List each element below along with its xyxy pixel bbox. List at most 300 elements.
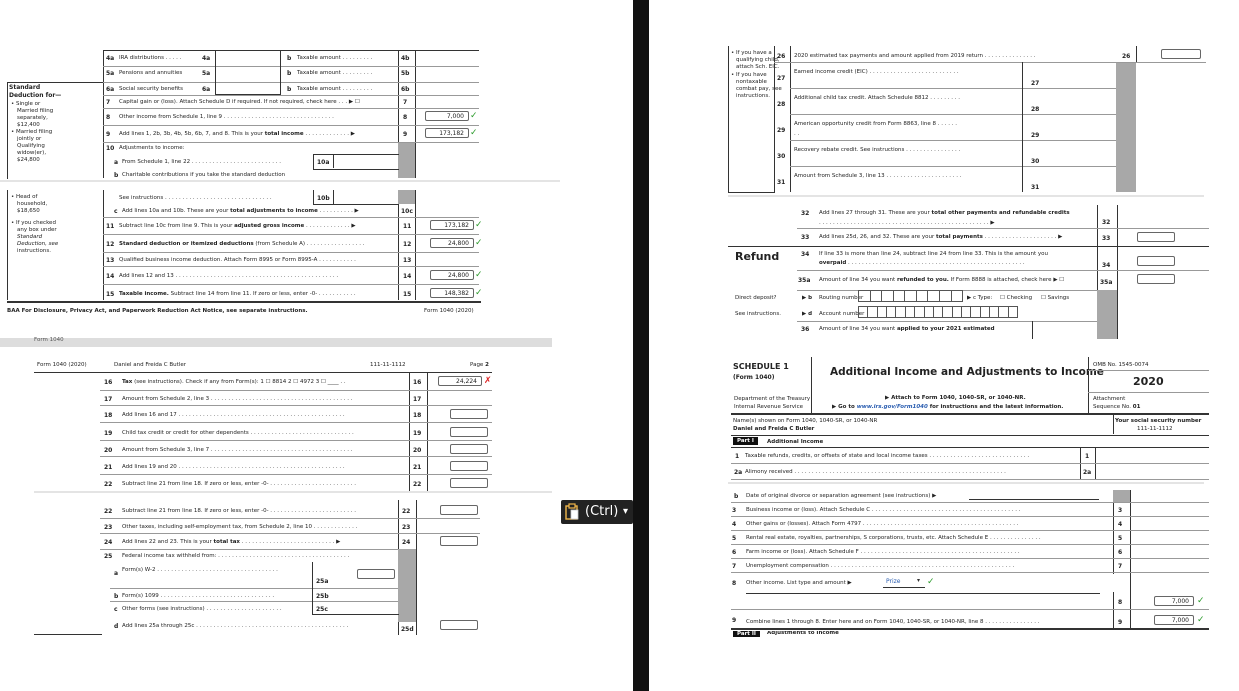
line-box-number: 15 <box>403 291 412 298</box>
sidebar-text: instructions. <box>736 93 770 99</box>
line-text: Add lines 25a through 25c . . . . . . . . . . . . . . . . . . . . . . . . . . . . . . . . . . . . . . . . . . . . <box>122 623 349 629</box>
page-number: 2 <box>485 362 489 368</box>
sub-number: 27 <box>1031 80 1040 87</box>
line-text: Add lines 10a and 10b. These are your <box>122 208 229 214</box>
line-number: 34 <box>801 251 810 258</box>
goto-text: ▶ Go to <box>832 404 855 410</box>
line-number: 25 <box>104 553 113 560</box>
sub-number: 25c <box>316 606 328 613</box>
taxpayer-ssn: 111-11-1112 <box>370 362 406 368</box>
line-text-bold: Tax <box>122 379 133 385</box>
shaded-column <box>1097 290 1117 339</box>
line-text: Add lines 19 and 20 . . . . . . . . . . . . . . . . . . . . . . . . . . . . . . . . . . . . . . . . . . . . . . . . <box>122 464 345 470</box>
line-text: Add lines 25d, 26, and 32. These are your <box>819 234 935 240</box>
chevron-down-icon: ▾ <box>623 506 629 517</box>
line-number: 20 <box>104 447 113 454</box>
shaded-column <box>1116 62 1136 192</box>
error-x-icon: ✗ <box>484 376 492 386</box>
sub-number: 10b <box>317 195 330 202</box>
line-letter: c <box>114 606 118 613</box>
line-text-bold: total other payments and refundable credits <box>931 210 1070 216</box>
line-box-number: 9 <box>403 131 408 138</box>
sidebar-text: • If you have a <box>731 50 772 56</box>
line-number: 36 <box>801 326 810 333</box>
line-text: 2020 estimated tax payments and amount applied from 2019 return . . . . . . . . . . . . . . . <box>794 53 1036 59</box>
line-25a-amount[interactable] <box>357 569 395 579</box>
attach-instruction: ▶ Attach to Form 1040, 1040-SR, or 1040-NR. <box>885 395 1026 401</box>
line-number: b <box>734 493 739 500</box>
std-item: • Single or <box>11 101 41 107</box>
line-text: Farm income or (loss). Attach Schedule F . . . . . . . . . . . . . . . . . . . . . . . . . . . . . . . . . . . . . . . . . . . . . . <box>746 549 1020 555</box>
shaded-column <box>398 143 415 178</box>
line-box-number: 13 <box>403 257 412 264</box>
line-text: Subtract line 14 from line 11. If zero or less, enter -0- . . . . . . . . . . . <box>170 291 356 297</box>
line-8-amount[interactable]: 7,000 <box>425 111 469 121</box>
line-number: 7 <box>106 99 111 106</box>
sidebar-text: • If you checked <box>11 220 56 226</box>
line-letter: b <box>114 172 119 179</box>
sidebar-text: household, <box>17 201 48 207</box>
line-text-bold: overpaid <box>819 260 847 266</box>
line-text: . . . . . . . . . . . . . . . . . . . . . ▶ <box>984 234 1063 240</box>
line-box-number: 17 <box>413 396 422 403</box>
sub-number: 28 <box>1031 106 1040 113</box>
department-label: Internal Revenue Service <box>734 404 803 410</box>
line-box-number: 6 <box>1118 549 1123 556</box>
line-box-number: 26 <box>1122 53 1131 60</box>
line-text: Date of original divorce or separation agreement (see instructions) ▶ <box>746 493 937 499</box>
line-text: . . . . . . . . . . . . . ▶ <box>305 223 356 229</box>
taxpayer-ssn: 111-11-1112 <box>1137 426 1173 432</box>
checking-checkbox[interactable]: ☐ Checking <box>1000 295 1033 301</box>
line-26-amount[interactable] <box>1161 49 1201 59</box>
line-text: Other income. List type and amount ▶ <box>746 580 852 586</box>
line-box-number: 8 <box>1118 599 1123 606</box>
line-number: 18 <box>104 412 113 419</box>
line-text: Earned income credit (EIC) . . . . . . . . . . . . . . . . . . . . . . . . . . <box>794 69 959 75</box>
line-text-bold: total tax <box>213 539 240 545</box>
line-box-number: 12 <box>403 241 412 248</box>
sidebar-text: $18,650 <box>17 208 40 214</box>
paste-label: (Ctrl) <box>585 504 619 519</box>
line-letter: b <box>114 593 119 600</box>
line-box-number: 8 <box>403 114 408 121</box>
sidebar-text: combat pay, see <box>736 86 782 92</box>
line-number: 13 <box>106 257 115 264</box>
schedule-form: (Form 1040) <box>733 374 775 381</box>
check-icon: ✓ <box>470 128 478 138</box>
sub-number: 29 <box>1031 132 1040 139</box>
line-text-bold: refunded to you. <box>896 277 949 283</box>
sub-number: 25a <box>316 578 329 585</box>
line-box-number: 5 <box>1118 535 1123 542</box>
sidebar-text: • Head of <box>11 194 38 200</box>
line-text: Charitable contributions if you take the standard deduction <box>122 172 286 178</box>
check-icon: ✓ <box>927 577 935 587</box>
line-text: Amount from Schedule 2, line 3 . . . . . . . . . . . . . . . . . . . . . . . . . . . . . . . . . . . . . . . . . <box>122 396 353 402</box>
routing-number-field[interactable] <box>858 290 963 302</box>
line-box-number: 7 <box>403 99 408 106</box>
line-text: If line 33 is more than line 24, subtract line 24 from line 33. This is the amount you <box>819 251 1048 257</box>
std-item: Married filing <box>17 108 54 114</box>
line-text: IRA distributions . . . . . <box>119 55 182 61</box>
line-34-amount[interactable] <box>1137 256 1175 266</box>
line-letter: ▶ d <box>802 311 813 317</box>
shaded-column <box>1113 490 1130 502</box>
sidebar-text: • If you have <box>731 72 767 78</box>
ssn-label: Your social security number <box>1115 418 1202 424</box>
clipboard-icon <box>565 503 579 520</box>
select-value: Prize <box>886 578 901 585</box>
line-number: 31 <box>777 179 786 186</box>
line-box-number: 23 <box>402 524 411 531</box>
std-item: $24,800 <box>17 157 40 163</box>
line-number: 9 <box>732 617 737 624</box>
line-number: 5 <box>732 535 737 542</box>
sidebar-text: attach Sch. EIC. <box>736 64 780 70</box>
line-text-bold: total payments <box>936 234 983 240</box>
line-text: Capital gain or (loss). Attach Schedule D if required. If not required, check here . . . ▶ ☐ <box>119 99 360 105</box>
line-text: (from Schedule A) . . . . . . . . . . . . . . . . . <box>255 241 365 247</box>
line-text: Additional child tax credit. Attach Schedule 8812 . . . . . . . . . <box>794 95 961 101</box>
line-box-number: 4b <box>401 55 410 62</box>
line-number: 26 <box>777 53 786 60</box>
chevron-down-icon: ▾ <box>917 577 921 584</box>
line-text-bold: Taxable income. <box>119 291 169 297</box>
tax-year: 2020 <box>1133 375 1164 388</box>
pensions-field[interactable] <box>215 66 281 82</box>
sub-number: 25b <box>316 593 329 600</box>
line-letter: b <box>287 86 292 93</box>
line-text: Taxable amount . . . . . . . . . <box>297 55 373 61</box>
line-box-number: 22 <box>413 481 422 488</box>
refund-title: Refund <box>735 250 780 263</box>
line-text: Alimony received . . . . . . . . . . . . . . . . . . . . . . . . . . . . . . . . . . . . . . . . . . . . . . . . . . . . . . . . . . . . . <box>745 469 1006 475</box>
line-text: Recovery rebate credit. See instructions . . . . . . . . . . . . . . . . <box>794 147 961 153</box>
account-number-field[interactable] <box>858 306 1018 318</box>
part-label: Part I <box>733 437 758 445</box>
line-19-amount[interactable] <box>450 427 488 437</box>
line-number: 8 <box>106 114 111 121</box>
account-type-label: ▶ c Type: <box>967 295 993 301</box>
line-letter: a <box>114 159 119 166</box>
std-item: separately, <box>17 115 48 121</box>
line-box-number: 11 <box>403 223 412 230</box>
std-title-1: Standard <box>9 84 41 91</box>
footer-form: Form 1040 (2020) <box>424 308 474 314</box>
line-9-amount[interactable]: 173,182 <box>425 128 469 138</box>
line-text: Social security benefits <box>119 86 183 92</box>
line-letter: d <box>114 623 119 630</box>
std-item: widow(er), <box>17 150 47 156</box>
line-22b-amount[interactable] <box>440 505 478 515</box>
line-text: . . . . . . . . . . . . . ▶ <box>305 131 355 137</box>
line-text: Taxable amount . . . . . . . . . <box>297 86 373 92</box>
line-number: 5a <box>106 70 115 77</box>
line-box-number: 14 <box>403 273 412 280</box>
sub-number: 5a <box>202 70 211 77</box>
line-box-number: 3 <box>1118 507 1123 514</box>
line-text: Rental real estate, royalties, partnerships, S corporations, trusts, etc. Attach Schedule E . . . . . . . . . . . . . . . <box>746 535 1041 541</box>
line-box-number: 5b <box>401 70 410 77</box>
form-checkboxes[interactable]: 1 ☐ 8814 2 ☐ 4972 3 ☐ ____ . . <box>260 379 346 385</box>
schedule-title: SCHEDULE 1 <box>733 362 789 371</box>
line-text: Adjustments to income: <box>119 145 185 151</box>
line-text: Other forms (see instructions) . . . . . . . . . . . . . . . . . . . . . . <box>122 606 282 612</box>
line-box-number: 34 <box>1102 262 1111 269</box>
line-box-number: 32 <box>1102 219 1111 226</box>
line-letter: a <box>114 570 119 577</box>
line-text: Amount of line 34 you want <box>819 277 896 283</box>
line-text: Add lines 12 and 13 . . . . . . . . . . . . . . . . . . . . . . . . . . . . . . . . . . . . . . . . . . . . . . . <box>119 273 339 279</box>
savings-checkbox[interactable]: ☐ Savings <box>1041 295 1070 301</box>
line-text: Business income or (loss). Attach Schedule C . . . . . . . . . . . . . . . . . . . . . . . . . . . . . . . . . . . . . . . . . . . <box>746 507 1021 513</box>
sidebar-text: qualifying child, <box>736 57 780 63</box>
department-label: Department of the Treasury <box>734 396 811 402</box>
line-text: Subtract line 10c from line 9. This is your <box>119 223 233 229</box>
line-number: 8 <box>732 580 737 587</box>
line-number: 22 <box>104 508 113 515</box>
sidebar-text: instructions. <box>17 248 51 254</box>
check-icon: ✓ <box>475 270 483 280</box>
line-text: Other gains or (losses). Attach Form 4797 . . . . . . . . . . . . . . . . . . . . . . . . . . . . . . . . . . . . . . . . . . . . . <box>746 521 1019 527</box>
line-letter: c <box>114 208 118 215</box>
line-text: Federal income tax withheld from: . . . . . . . . . . . . . . . . . . . . . . . . . . . . . . . . . . . . . . <box>122 553 350 559</box>
line-number: 17 <box>104 396 113 403</box>
line-text-bold: total adjustments to income <box>230 208 318 214</box>
line-letter: b <box>287 70 292 77</box>
line-box-number: 19 <box>413 430 422 437</box>
line-text: . . <box>794 131 800 137</box>
line-text: Child tax credit or credit for other dependents . . . . . . . . . . . . . . . . . . . . . . . . . . . . . . <box>122 430 354 436</box>
sequence-number: 01 <box>1132 404 1141 410</box>
schedule1-line-9-amount[interactable]: 7,000 <box>1154 615 1194 625</box>
line-number: 2a <box>734 469 743 476</box>
line-box-number: 1 <box>1085 453 1090 460</box>
line-text: American opportunity credit from Form 8863, line 8 . . . . . . <box>794 121 957 127</box>
line-number: 33 <box>801 234 810 241</box>
line-number: 6 <box>732 549 737 556</box>
line-number: 29 <box>777 127 786 134</box>
line-box-number: 22 <box>402 508 411 515</box>
line-number: 4a <box>106 55 115 62</box>
line-box-number: 18 <box>413 412 422 419</box>
line-number: 23 <box>104 524 113 531</box>
line-number: 21 <box>104 464 113 471</box>
line-text: Combine lines 1 through 8. Enter here and on Form 1040, 1040-SR, or 1040-NR, line 8 . . . . . . . . . . . . . . . . <box>746 619 1040 625</box>
line-35a-amount[interactable] <box>1137 274 1175 284</box>
shaded-column <box>398 549 416 622</box>
sequence-label: Sequence No. <box>1093 404 1132 410</box>
line-text: Add lines 16 and 17 . . . . . . . . . . . . . . . . . . . . . . . . . . . . . . . . . . . . . . . . . . . . . . . . <box>122 412 345 418</box>
line-text: Subtract line 21 from line 18. If zero or less, enter -0- . . . . . . . . . . . . . . . . . . . . . . . . . <box>122 481 356 487</box>
line-number: 7 <box>732 563 737 570</box>
line-box-number: 33 <box>1102 235 1111 242</box>
line-number: 12 <box>106 241 115 248</box>
social-security-field[interactable] <box>215 82 281 95</box>
part-title: Additional Income <box>767 439 824 445</box>
line-text: Add lines 1, 2b, 3b, 4b, 5b, 6b, 7, and 8. This is your <box>119 131 263 137</box>
taxpayer-names: Daniel and Freida C Butler <box>733 426 815 432</box>
form-label: Form 1040 (2020) <box>37 362 87 368</box>
paste-options-button[interactable] <box>561 500 633 524</box>
schedule1-line-8-amount[interactable]: 7,000 <box>1154 596 1194 606</box>
line-number: 19 <box>104 430 113 437</box>
line-text: Taxable amount . . . . . . . . . <box>297 70 373 76</box>
line-box-number: 6b <box>401 86 410 93</box>
line-text-bold: Standard deduction or itemized deductions <box>119 241 254 247</box>
line-25d-amount[interactable] <box>440 620 478 630</box>
line-text: Amount from Schedule 3, line 13 . . . . . . . . . . . . . . . . . . . . . . <box>794 173 962 179</box>
check-icon: ✓ <box>475 220 483 230</box>
line-box-number: 10c <box>401 208 413 215</box>
sidebar-text: Standard <box>17 234 43 240</box>
see-instructions-label: See instructions. <box>735 311 781 317</box>
line-text: Amount of line 34 you want <box>819 326 896 332</box>
check-icon: ✓ <box>475 238 483 248</box>
line-box-number: 7 <box>1118 563 1123 570</box>
line-number: 11 <box>106 223 115 230</box>
line-33-amount[interactable] <box>1137 232 1175 242</box>
line-text: Routing number <box>819 295 864 301</box>
line-text: (see instructions). Check if any from Form(s): <box>134 379 259 385</box>
line-text: See instructions . . . . . . . . . . . . . . . . . . . . . . . . . . . . . . . <box>119 195 272 201</box>
shaded-column <box>398 190 415 204</box>
shaded-column <box>1113 574 1130 592</box>
line-text: Taxable refunds, credits, or offsets of state and local income taxes . . . . . . . . . . . . . . . . . . . . . . . . . . . . . <box>745 453 1030 459</box>
line-18-amount[interactable] <box>450 409 488 419</box>
line-16-amount[interactable]: 24,224 <box>438 376 482 386</box>
omb-number: OMB No. 1545-0074 <box>1093 362 1149 368</box>
std-title-2: Deduction for— <box>9 92 62 99</box>
line-text: From Schedule 1, line 22 . . . . . . . . . . . . . . . . . . . . . . . . . . <box>122 159 281 165</box>
line-box-number: 25d <box>401 626 414 633</box>
attachment-label: Attachment <box>1093 396 1126 402</box>
line-number: 24 <box>104 539 113 546</box>
line-text: Add lines 27 through 31. These are your <box>819 210 930 216</box>
window-divider <box>633 0 649 691</box>
line-box-number: 24 <box>402 539 411 546</box>
goto-text: for instructions and the latest information. <box>929 404 1064 410</box>
line-text: Pensions and annuities <box>119 70 183 76</box>
line-text: Subtract line 21 from line 18. If zero or less, enter -0- . . . . . . . . . . . . . . . . . . . . . . . . . <box>122 508 356 514</box>
line-number: 3 <box>732 507 737 514</box>
line-number: 32 <box>801 210 810 217</box>
sub-number: 31 <box>1031 184 1040 191</box>
line-text: Unemployment compensation . . . . . . . . . . . . . . . . . . . . . . . . . . . . . . . . . . . . . . . . . . . . . . . . . . . . . <box>746 563 1015 569</box>
std-item: jointly or <box>17 136 42 142</box>
line-20-amount[interactable] <box>450 444 488 454</box>
line-14-amount[interactable]: 24,800 <box>430 270 474 280</box>
line-box-number: 9 <box>1118 619 1123 626</box>
line-number: 30 <box>777 153 786 160</box>
line-number: 4 <box>732 521 737 528</box>
std-item: • Married filing <box>11 129 53 135</box>
line-box-number: 35a <box>1100 279 1113 286</box>
line-text: . . . . . . . . . . . . . . . . . . . . . . . . . . . . . . . . . . . . . . . . . . . . . . . . . . . <box>848 260 1025 266</box>
line-number: 10 <box>106 145 115 152</box>
line-box-number: 16 <box>413 379 422 386</box>
sub-number: 6a <box>202 86 211 93</box>
line-number: 1 <box>735 453 740 460</box>
check-icon: ✓ <box>1197 596 1205 606</box>
line-21-amount[interactable] <box>450 461 488 471</box>
line-box-number: 20 <box>413 447 422 454</box>
line-text: . . . . . . . . . . ▶ <box>319 208 359 214</box>
line-text: Other income from Schedule 1, line 9 . . . . . . . . . . . . . . . . . . . . . . . . . . . . . . . . <box>119 114 334 120</box>
names-label: Name(s) shown on Form 1040, 1040-SR, or 1040-NR <box>733 418 878 424</box>
check-icon: ✓ <box>475 288 483 298</box>
line-number: 28 <box>777 101 786 108</box>
other-income-type-select[interactable] <box>883 578 925 588</box>
line-box-number: 21 <box>413 464 422 471</box>
line-box-number: 4 <box>1118 521 1123 528</box>
line-text: Form(s) 1099 . . . . . . . . . . . . . . . . . . . . . . . . . . . . . . . . . <box>122 593 275 599</box>
right-document-pane <box>649 0 1239 691</box>
std-item: Qualifying <box>17 143 45 149</box>
line-box-number: 2a <box>1083 469 1092 476</box>
std-item: $12,400 <box>17 122 40 128</box>
line-number: 22 <box>104 481 113 488</box>
line-text-bold: total income <box>264 131 304 137</box>
sub-number: 4a <box>202 55 211 62</box>
line-15-amount[interactable]: 148,382 <box>430 288 474 298</box>
line-text-bold: applied to your 2021 estimated <box>896 326 995 332</box>
sub-number: 10a <box>317 159 330 166</box>
sidebar-text: any box under <box>17 227 57 233</box>
check-icon: ✓ <box>1197 615 1205 625</box>
line-text: If Form 8888 is attached, check here ▶ ☐ <box>950 277 1065 283</box>
line-22-amount[interactable] <box>450 478 488 488</box>
line-text: Qualified business income deduction. Attach Form 8995 or Form 8995-A . . . . . . . . . . . <box>119 257 356 263</box>
line-number: 14 <box>106 273 115 280</box>
line-12-amount[interactable]: 24,800 <box>430 238 474 248</box>
line-text: Form(s) W-2 . . . . . . . . . . . . . . . . . . . . . . . . . . . . . . . . . . . <box>122 567 278 573</box>
line-11-amount[interactable]: 173,182 <box>430 220 474 230</box>
part-2-label: Part II <box>733 631 760 637</box>
line-text: . . . . . . . . . . . . . . . . . . . . . . . . . . . ▶ <box>241 539 341 545</box>
line-letter: b <box>287 55 292 62</box>
line-text: Add lines 22 and 23. This is your <box>122 539 212 545</box>
page-label: Page <box>470 362 484 368</box>
footer-notice: BAA For Disclosure, Privacy Act, and Paperwork Reduction Act Notice, see separate instructions. <box>7 308 308 314</box>
line-number: 27 <box>777 75 786 82</box>
sidebar-text: Deduction, see <box>17 241 59 247</box>
line-number: 9 <box>106 131 111 138</box>
schedule-heading: Additional Income and Adjustments to Income <box>830 366 1104 378</box>
line-text: . . . . . . . . . . . . . . . . . . . . . . . . . . . . . . . . . . . . . . . . . . . . . . . . . ▶ <box>819 220 995 226</box>
line-number: 35a <box>798 277 811 284</box>
part-2-title: Adjustments to Income <box>767 631 839 635</box>
irs-link[interactable]: www.irs.gov/Form1040 <box>856 404 928 410</box>
ira-distributions-field[interactable] <box>215 50 281 66</box>
sidebar-text: nontaxable <box>736 79 767 85</box>
line-text: Other taxes, including self-employment tax, from Schedule 2, line 10 . . . . . . . . . . . . . <box>122 524 358 530</box>
line-number: 16 <box>104 379 113 386</box>
direct-deposit-label: Direct deposit? <box>735 295 777 301</box>
check-icon: ✓ <box>470 111 478 121</box>
line-letter: ▶ b <box>802 295 813 301</box>
cut-label: Form 1040 <box>34 337 64 343</box>
line-text: Amount from Schedule 3, line 7 . . . . . . . . . . . . . . . . . . . . . . . . . . . . . . . . . . . . . . . . . <box>122 447 353 453</box>
line-number: 15 <box>106 291 115 298</box>
line-text: Account number <box>819 311 865 317</box>
line-text-bold: adjusted gross income <box>234 223 305 229</box>
line-24-amount[interactable] <box>440 536 478 546</box>
taxpayer-name: Daniel and Freida C Butler <box>114 362 186 368</box>
line-number: 6a <box>106 86 115 93</box>
sub-number: 30 <box>1031 158 1040 165</box>
